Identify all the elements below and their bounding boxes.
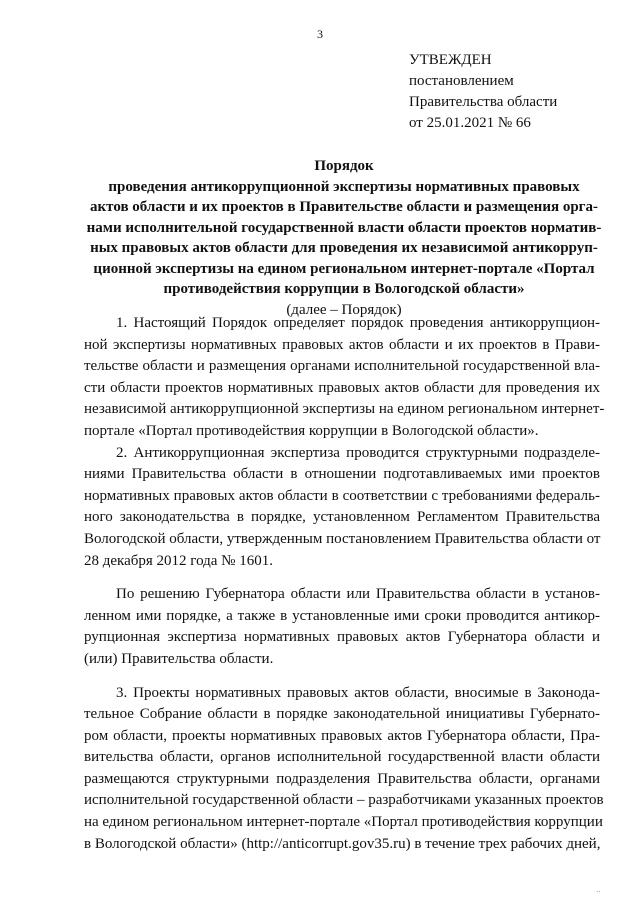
text-line: тельстве области и размещения органами исполнительной государственной вла-	[84, 358, 600, 375]
approval-line: постановлением	[409, 73, 514, 89]
text-line: 28 декабря 2012 года № 1601.	[84, 552, 273, 569]
paragraph-1	[84, 313, 605, 443]
approval-line: Правительства области	[409, 94, 558, 110]
text-line: сти области проектов нормативных правовых актов области для проведения их	[84, 379, 600, 396]
text-line: нормативных правовых актов области в соответствии с требованиями федераль-	[84, 487, 600, 504]
title-line: ных правовых актов области для проведения их независимой антикорруп-	[90, 240, 598, 256]
title-line: противодействия коррупции в Вологодской области»	[163, 281, 525, 297]
text-line: в Вологодской области» (http://anticorrupt.gov35.ru) в течение трех рабочих дней,	[84, 835, 601, 852]
approval-stamp	[409, 50, 557, 134]
paragraph-2	[84, 443, 600, 573]
text-line: ленном ими порядке, а также в установленные ими сроки проводится антикор-	[84, 607, 600, 624]
text-line: По решению Губернатора области или Правительства области в установ-	[116, 586, 600, 603]
text-line: тельное Собрание области в порядке законодательной инициативы Губернато-	[84, 706, 600, 723]
text-line: ной экспертизы нормативных правовых актов области и их проектов в Прави-	[84, 336, 600, 353]
text-line: 3. Проекты нормативных правовых актов области, вносимые в Законода-	[116, 684, 600, 701]
document-title	[84, 156, 604, 320]
title-line: актов области и их проектов в Правительстве области и размещения орга-	[90, 199, 598, 215]
text-line: 2. Антикоррупционная экспертиза проводится структурными подразделе-	[116, 444, 600, 461]
page-number: 3	[317, 27, 323, 41]
title-line: нами исполнительной государственной власти области проектов норматив-	[86, 219, 602, 236]
title-suffix: (далее – Порядок)	[286, 301, 402, 318]
scan-mark: ··	[596, 888, 601, 896]
paragraph-3	[84, 584, 600, 670]
document-body	[84, 313, 605, 855]
approval-line: от 25.01.2021 № 66	[409, 115, 531, 131]
text-line: Вологодской области, утвержденным постановлением Правительства области от	[84, 530, 601, 547]
text-line: исполнительной государственной области – разработчиками указанных проектов	[84, 792, 604, 809]
text-line: размещаются структурными подразделения Правительства области, органами	[84, 770, 600, 787]
text-line: рупционная экспертиза нормативных правовых актов Губернатора области и	[84, 629, 600, 646]
text-line: ниями Правительства области в отношении подготавливаемых ими проектов	[84, 466, 600, 483]
approval-line: УТВЕЖДЕН	[409, 52, 492, 68]
text-line: на едином региональном интернет-портале «Портал противодействия коррупции	[84, 814, 603, 831]
text-line: портале «Портал противодействия коррупции в Вологодской области».	[84, 422, 539, 439]
text-line: вительства области, органов исполнительной государственной власти области	[84, 749, 600, 766]
text-line: независимой антикоррупционной экспертизы на едином региональном интернет-	[84, 401, 605, 418]
text-line: ного законодательства в порядке, установленном Регламентом Правительства	[84, 509, 600, 526]
text-line: 1. Настоящий Порядок определяет порядок проведения антикоррупцион-	[116, 315, 600, 331]
title-line: проведения антикоррупционной экспертизы нормативных правовых	[108, 178, 580, 195]
title-heading: Порядок	[314, 158, 374, 174]
title-line: ционной экспертизы на едином региональном интернет-портале «Портал	[93, 260, 595, 277]
paragraph-4	[84, 683, 604, 856]
text-line: (или) Правительства области.	[84, 650, 274, 667]
text-line: ром области, проекты нормативных правовых актов Губернатора области, Пра-	[84, 727, 600, 744]
